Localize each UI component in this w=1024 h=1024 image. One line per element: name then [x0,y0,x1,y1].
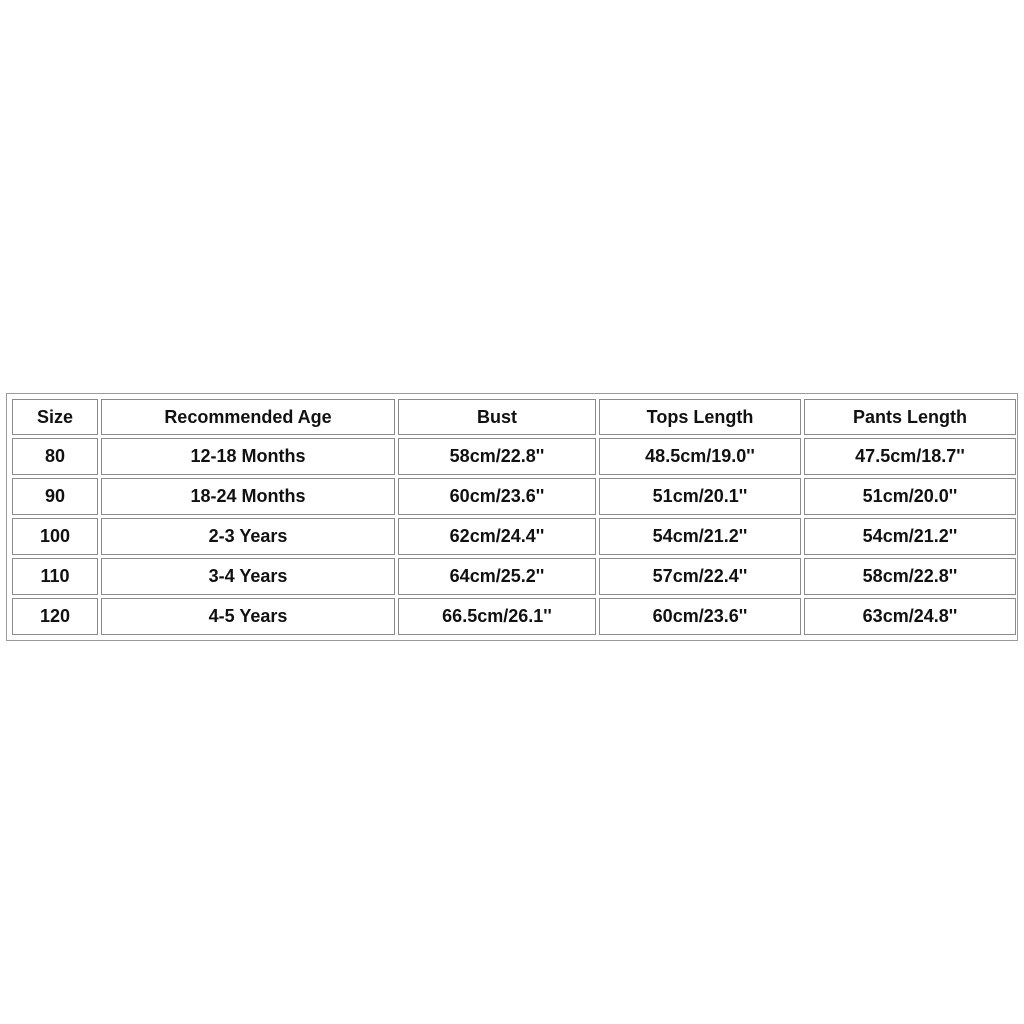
cell-recommended-age: 4-5 Years [101,598,395,635]
table-row [12,478,1016,515]
cell-size: 90 [12,478,98,515]
cell-recommended-age: 3-4 Years [101,558,395,595]
table-header-row [12,399,1016,435]
header-size: Size [12,399,98,435]
cell-size: 120 [12,598,98,635]
cell-tops-length: 60cm/23.6'' [599,598,801,635]
size-chart-table [9,396,1019,638]
cell-bust: 60cm/23.6'' [398,478,596,515]
cell-recommended-age: 18-24 Months [101,478,395,515]
cell-recommended-age: 2-3 Years [101,518,395,555]
cell-pants-length: 54cm/21.2'' [804,518,1016,555]
cell-size: 100 [12,518,98,555]
table-row [12,598,1016,635]
header-pants-length: Pants Length [804,399,1016,435]
cell-size: 110 [12,558,98,595]
header-bust: Bust [398,399,596,435]
cell-tops-length: 51cm/20.1'' [599,478,801,515]
cell-pants-length: 58cm/22.8'' [804,558,1016,595]
cell-bust: 62cm/24.4'' [398,518,596,555]
cell-pants-length: 51cm/20.0'' [804,478,1016,515]
table-row [12,438,1016,475]
cell-tops-length: 54cm/21.2'' [599,518,801,555]
cell-bust: 64cm/25.2'' [398,558,596,595]
cell-bust: 66.5cm/26.1'' [398,598,596,635]
cell-pants-length: 63cm/24.8'' [804,598,1016,635]
cell-bust: 58cm/22.8'' [398,438,596,475]
table-row [12,518,1016,555]
table-row [12,558,1016,595]
header-recommended-age: Recommended Age [101,399,395,435]
cell-tops-length: 57cm/22.4'' [599,558,801,595]
header-tops-length: Tops Length [599,399,801,435]
cell-tops-length: 48.5cm/19.0'' [599,438,801,475]
size-chart [6,393,1018,641]
cell-size: 80 [12,438,98,475]
cell-recommended-age: 12-18 Months [101,438,395,475]
cell-pants-length: 47.5cm/18.7'' [804,438,1016,475]
